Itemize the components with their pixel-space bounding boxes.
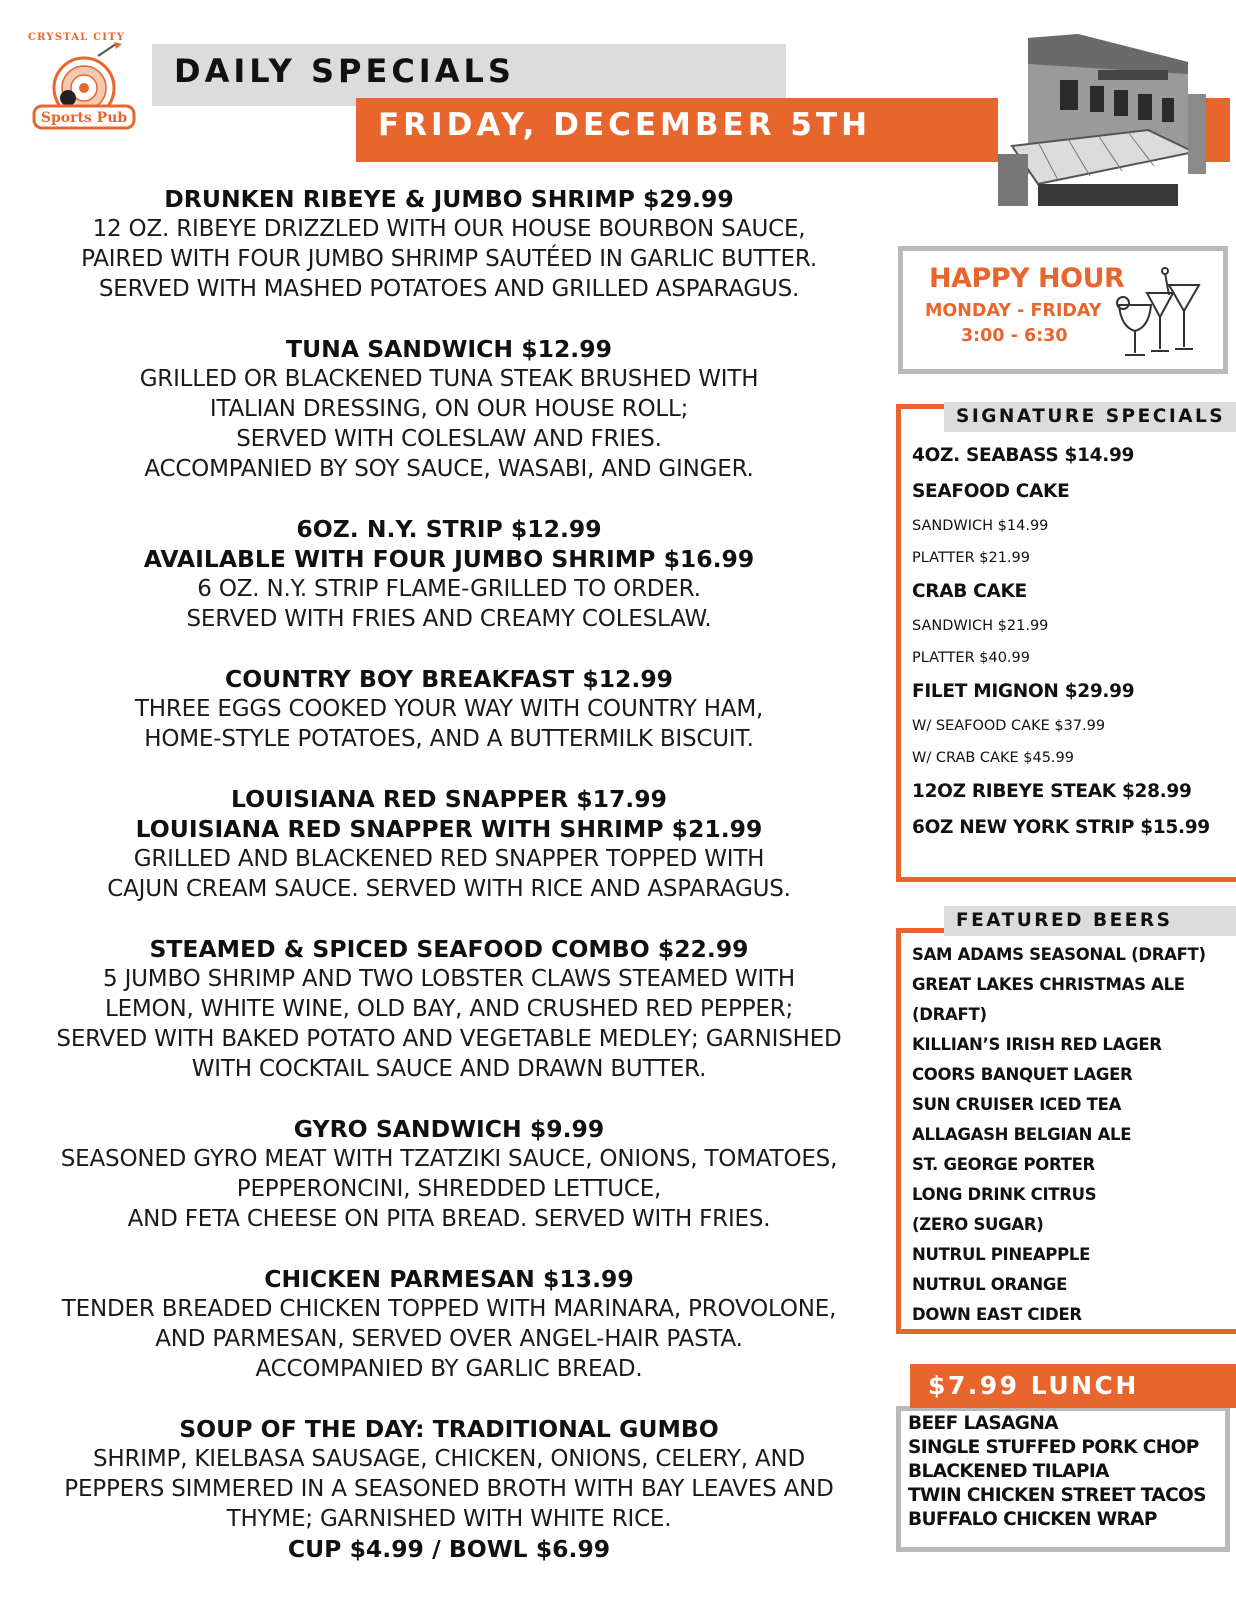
lunch-item: BUFFALO CHICKEN WRAP xyxy=(908,1509,1157,1530)
dish-description-line: SHRIMP, KIELBASA SAUSAGE, CHICKEN, ONIONS, CELERY, AND xyxy=(93,1446,805,1472)
dish-description-line: 6 OZ. N.Y. STRIP FLAME-GRILLED TO ORDER. xyxy=(197,576,701,602)
dish-description-line: SERVED WITH FRIES AND CREAMY COLESLAW. xyxy=(186,606,712,632)
dish-block xyxy=(24,1414,874,1564)
dish-description-line: PEPPERS SIMMERED IN A SEASONED BROTH WITH BAY LEAVES AND xyxy=(64,1476,834,1502)
dish-description-line: HOME-STYLE POTATOES, AND A BUTTERMILK BISCUIT. xyxy=(144,726,754,752)
dish-description-line: GRILLED OR BLACKENED TUNA STEAK BRUSHED WITH xyxy=(139,366,759,392)
page-title: DAILY SPECIALS xyxy=(174,52,515,90)
daily-specials-menu xyxy=(24,184,874,1594)
signature-item: W/ CRAB CAKE $45.99 xyxy=(912,750,1074,766)
dish-description-line: WITH COCKTAIL SAUCE AND DRAWN BUTTER. xyxy=(191,1056,707,1082)
dish-block xyxy=(24,934,874,1084)
signature-item: SANDWICH $14.99 xyxy=(912,518,1049,534)
dish-description-line: LEMON, WHITE WINE, OLD BAY, AND CRUSHED RED PEPPER; xyxy=(104,996,794,1022)
dish-title: LOUISIANA RED SNAPPER $17.99 xyxy=(231,785,667,813)
signature-item: PLATTER $21.99 xyxy=(912,550,1030,566)
dish-block xyxy=(24,1114,874,1234)
dish-block xyxy=(24,514,874,634)
signature-item: PLATTER $40.99 xyxy=(912,650,1030,666)
lunch-item: SINGLE STUFFED PORK CHOP xyxy=(908,1437,1199,1458)
dish-description-line: AND FETA CHEESE ON PITA BREAD. SERVED WITH FRIES. xyxy=(127,1206,771,1232)
dish-block xyxy=(24,1264,874,1384)
signature-item: 4OZ. SEABASS $14.99 xyxy=(912,445,1135,466)
dish-description-line: PAIRED WITH FOUR JUMBO SHRIMP SAUTÉED IN GARLIC BUTTER. xyxy=(81,246,817,272)
beer-item: (ZERO SUGAR) xyxy=(912,1215,1044,1234)
beer-item: NUTRUL PINEAPPLE xyxy=(912,1245,1091,1264)
beer-item: KILLIAN’S IRISH RED LAGER xyxy=(912,1035,1162,1054)
dish-description-line: THREE EGGS COOKED YOUR WAY WITH COUNTRY HAM, xyxy=(134,696,764,722)
lunch-item: BLACKENED TILAPIA xyxy=(908,1461,1109,1482)
dish-description-line: SEASONED GYRO MEAT WITH TZATZIKI SAUCE, ONIONS, TOMATOES, xyxy=(60,1146,838,1172)
dish-description-line: 5 JUMBO SHRIMP AND TWO LOBSTER CLAWS STEAMED WITH xyxy=(103,966,795,992)
dish-title: CHICKEN PARMESAN $13.99 xyxy=(264,1265,634,1293)
cocktail-glasses-icon xyxy=(1111,265,1215,361)
beer-item: SAM ADAMS SEASONAL (DRAFT) xyxy=(912,945,1206,964)
signature-specials-list xyxy=(912,438,1210,846)
logo-name: Sports Pub xyxy=(40,110,128,126)
pub-building-photo xyxy=(998,34,1206,206)
lunch-item: TWIN CHICKEN STREET TACOS xyxy=(908,1485,1206,1506)
dish-block xyxy=(24,664,874,754)
lunch-list xyxy=(908,1412,1206,1532)
logo-arc-text: CRYSTAL CITY xyxy=(28,32,126,43)
beer-item: SUN CRUISER ICED TEA xyxy=(912,1095,1122,1114)
dish-price-footer: CUP $4.99 / BOWL $6.99 xyxy=(287,1535,611,1563)
signature-item: CRAB CAKE xyxy=(912,581,1027,602)
dish-title: TUNA SANDWICH $12.99 xyxy=(286,335,612,363)
signature-item: W/ SEAFOOD CAKE $37.99 xyxy=(912,718,1106,734)
dish-title: 6OZ. N.Y. STRIP $12.99 xyxy=(296,515,602,543)
date-label: FRIDAY, DECEMBER 5TH xyxy=(378,107,872,143)
dish-description-line: 12 OZ. RIBEYE DRIZZLED WITH OUR HOUSE BOURBON SAUCE, xyxy=(92,216,806,242)
dish-description-line: PEPPERONCINI, SHREDDED LETTUCE, xyxy=(236,1176,662,1202)
signature-item: 6OZ NEW YORK STRIP $15.99 xyxy=(912,817,1210,838)
signature-item: SEAFOOD CAKE xyxy=(912,481,1070,502)
dish-description-line: CAJUN CREAM SAUCE. SERVED WITH RICE AND ASPARAGUS. xyxy=(107,876,791,902)
signature-item: SANDWICH $21.99 xyxy=(912,618,1049,634)
beer-item: (DRAFT) xyxy=(912,1005,987,1024)
dish-description-line: GRILLED AND BLACKENED RED SNAPPER TOPPED WITH xyxy=(133,846,765,872)
happy-hour-time: 3:00 - 6:30 xyxy=(961,326,1068,346)
dish-title: GYRO SANDWICH $9.99 xyxy=(293,1115,605,1143)
dish-title: LOUISIANA RED SNAPPER WITH SHRIMP $21.99 xyxy=(135,815,763,843)
dish-description-line: ACCOMPANIED BY SOY SAUCE, WASABI, AND GINGER. xyxy=(144,456,754,482)
beer-item: ST. GEORGE PORTER xyxy=(912,1155,1095,1174)
beer-item: DOWN EAST CIDER xyxy=(912,1305,1082,1324)
beer-item: ALLAGASH BELGIAN ALE xyxy=(912,1125,1132,1144)
beer-item: COORS BANQUET LAGER xyxy=(912,1065,1133,1084)
dish-description-line: AND PARMESAN, SERVED OVER ANGEL-HAIR PASTA. xyxy=(155,1326,743,1352)
dish-block xyxy=(24,784,874,904)
dish-title: DRUNKEN RIBEYE & JUMBO SHRIMP $29.99 xyxy=(164,185,734,213)
lunch-heading: $7.99 LUNCH xyxy=(910,1364,1236,1408)
dish-title: COUNTRY BOY BREAKFAST $12.99 xyxy=(224,665,674,693)
lunch-item: BEEF LASAGNA xyxy=(908,1413,1058,1434)
happy-hour-title: HAPPY HOUR xyxy=(929,263,1125,294)
beer-item: NUTRUL ORANGE xyxy=(912,1275,1068,1294)
happy-hour-days: MONDAY - FRIDAY xyxy=(925,301,1102,321)
signature-specials-heading: SIGNATURE SPECIALS xyxy=(944,402,1236,432)
featured-beers-list xyxy=(912,940,1206,1330)
dish-description-line: SERVED WITH BAKED POTATO AND VEGETABLE MEDLEY; GARNISHED xyxy=(56,1026,842,1052)
dish-title: STEAMED & SPICED SEAFOOD COMBO $22.99 xyxy=(149,935,749,963)
dish-title: AVAILABLE WITH FOUR JUMBO SHRIMP $16.99 xyxy=(143,545,755,573)
dish-title: SOUP OF THE DAY: TRADITIONAL GUMBO xyxy=(179,1415,719,1443)
sports-pub-logo xyxy=(28,32,140,132)
dish-block xyxy=(24,334,874,484)
beer-item: GREAT LAKES CHRISTMAS ALE xyxy=(912,975,1185,994)
beer-item: LONG DRINK CITRUS xyxy=(912,1185,1097,1204)
dish-description-line: SERVED WITH COLESLAW AND FRIES. xyxy=(236,426,662,452)
featured-beers-heading: FEATURED BEERS xyxy=(944,906,1236,936)
dish-description-line: THYME; GARNISHED WITH WHITE RICE. xyxy=(226,1506,672,1532)
signature-item: 12OZ RIBEYE STEAK $28.99 xyxy=(912,781,1192,802)
dish-description-line: TENDER BREADED CHICKEN TOPPED WITH MARINARA, PROVOLONE, xyxy=(61,1296,837,1322)
dish-description-line: ITALIAN DRESSING, ON OUR HOUSE ROLL; xyxy=(209,396,689,422)
dish-block xyxy=(24,184,874,304)
signature-item: FILET MIGNON $29.99 xyxy=(912,681,1135,702)
dish-description-line: ACCOMPANIED BY GARLIC BREAD. xyxy=(255,1356,643,1382)
dish-description-line: SERVED WITH MASHED POTATOES AND GRILLED ASPARAGUS. xyxy=(98,276,800,302)
happy-hour-box xyxy=(898,246,1228,374)
